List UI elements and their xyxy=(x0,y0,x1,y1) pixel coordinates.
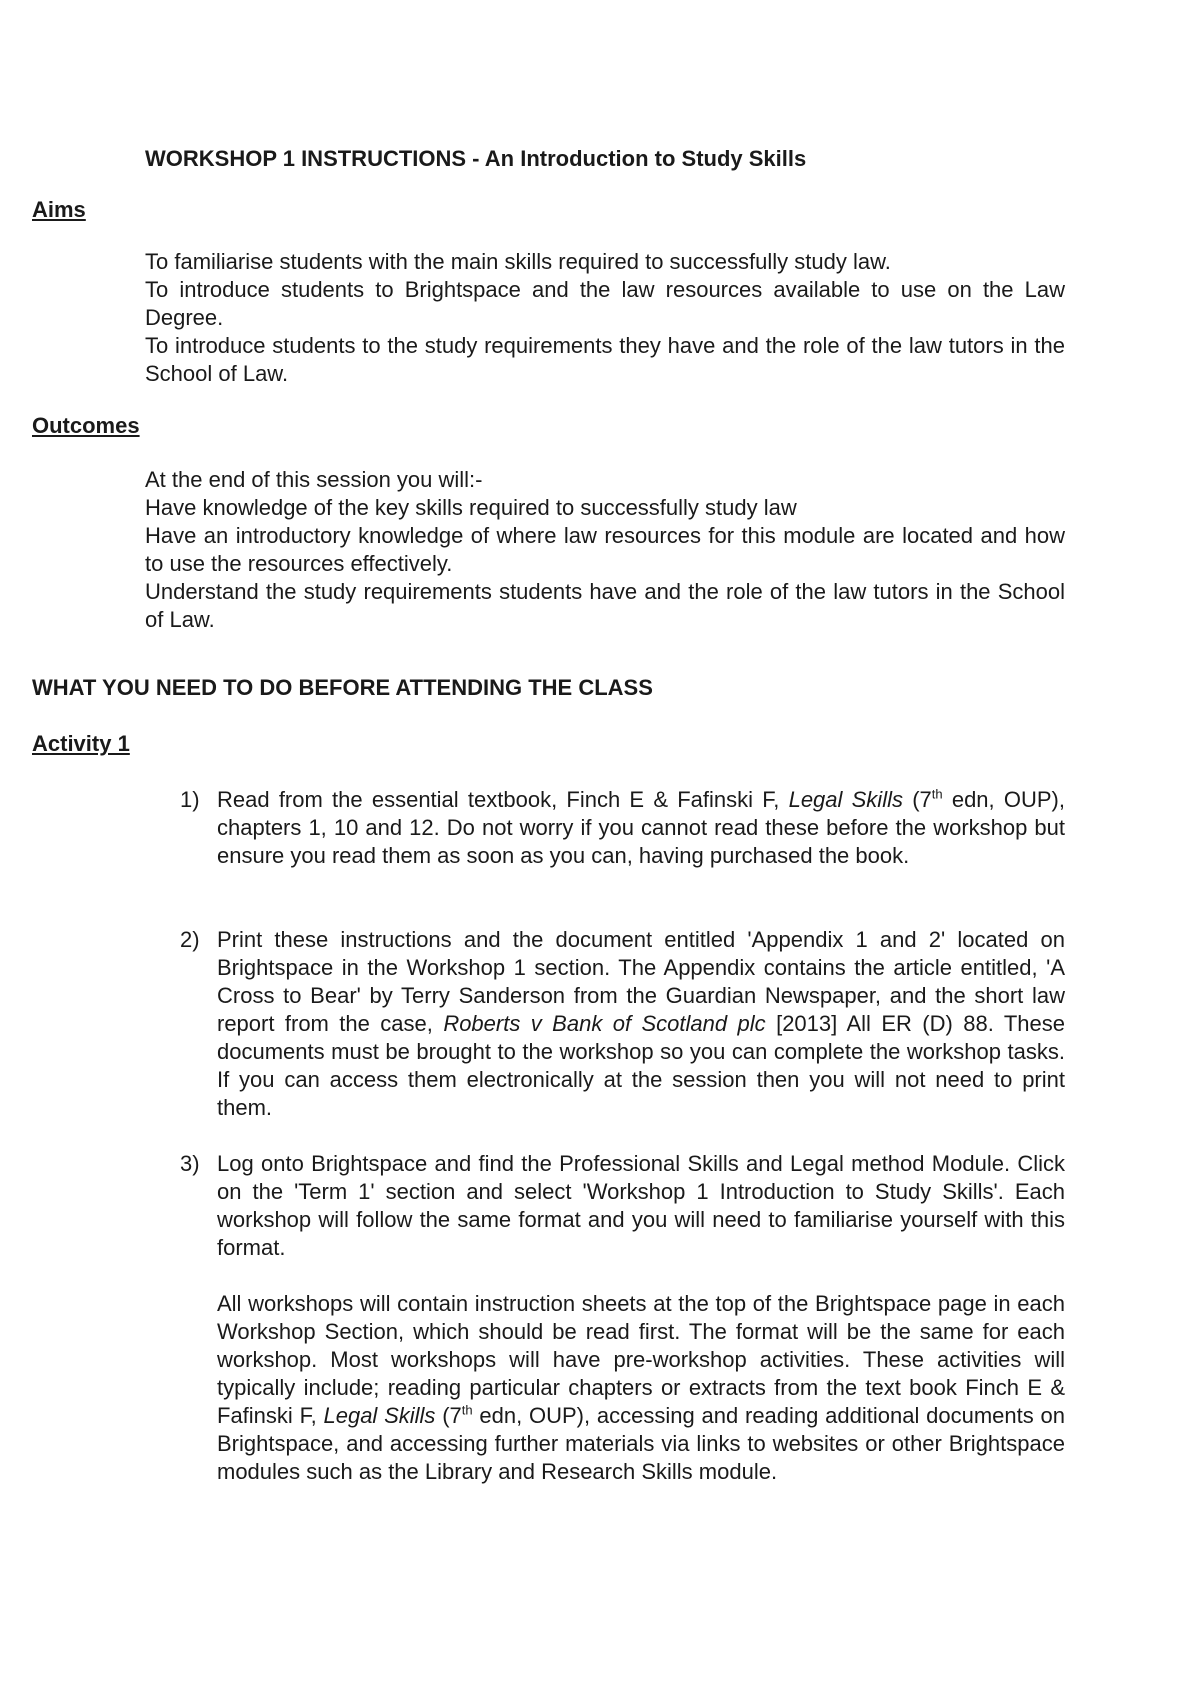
item-paragraph: Log onto Brightspace and find the Professional Skills and Legal method Module. Click on the 'Term 1' section and select 'Workshop 1 Introduction to Study Skills'. Each workshop will follow the same format and you will need to familiarise yourself with this format. xyxy=(217,1151,1065,1260)
before-class-heading: WHAT YOU NEED TO DO BEFORE ATTENDING THE CLASS xyxy=(32,675,653,700)
item-text xyxy=(217,1150,1065,1486)
superscript: th xyxy=(461,1402,473,1418)
aims-line: To introduce students to the study requirements they have and the role of the law tutors in the School of Law. xyxy=(145,333,1065,386)
outcomes-block xyxy=(145,466,1065,634)
activity-1-heading: Activity 1 xyxy=(32,731,130,756)
item-text-part: (7 xyxy=(902,787,932,812)
outcomes-line: At the end of this session you will:- xyxy=(145,467,483,492)
item-number: 1) xyxy=(180,787,200,812)
case-name: Roberts v Bank of Scotland plc xyxy=(443,1011,766,1036)
aims-block xyxy=(145,248,1065,388)
item-text-part: edn, OUP), chapters 1, 10 and 12. Do not worry if you cannot read these before the workshop but ensure you read them as soon as you can, having purchased the book. xyxy=(217,787,1065,868)
book-title: Legal Skills xyxy=(323,1403,436,1428)
book-title: Legal Skills xyxy=(788,787,903,812)
outcomes-line: Understand the study requirements students have and the role of the law tutors in the School of Law. xyxy=(145,579,1065,632)
outcomes-line: Have knowledge of the key skills required to successfully study law xyxy=(145,495,797,520)
activity-item-1 xyxy=(180,786,1065,870)
item-text-part: All workshops will contain instruction sheets at the top of the Brightspace page in each Workshop Section, which should be read first. The format will be the same for each workshop. Most workshops will have pre-workshop activities. These activities will typically include; reading particular chapters or extracts from the text book Finch E & Fafinski F, xyxy=(217,1291,1065,1428)
outcomes-heading: Outcomes xyxy=(32,413,140,438)
item-paragraph xyxy=(217,1290,1065,1486)
document-title: WORKSHOP 1 INSTRUCTIONS - An Introduction to Study Skills xyxy=(145,146,807,171)
activity-item-3 xyxy=(180,1150,1065,1486)
activity-item-2 xyxy=(180,926,1065,1122)
aims-heading: Aims xyxy=(32,197,86,222)
aims-line: To introduce students to Brightspace and the law resources available to use on the Law Degree. xyxy=(145,277,1065,330)
item-text-part: Read from the essential textbook, Finch E & Fafinski F, xyxy=(217,787,789,812)
item-text-part: (7 xyxy=(435,1403,462,1428)
item-text-part: Print these instructions and the document entitled 'Appendix 1 and 2' located on Brightspace in the Workshop 1 section. The Appendix contains the article entitled, 'A Cross to Bear' by Terry Sanderson from the Guardian Newspaper, and the short law report from the case, xyxy=(217,927,1065,1036)
item-text xyxy=(217,786,1065,870)
item-number: 2) xyxy=(180,927,200,952)
outcomes-line: Have an introductory knowledge of where law resources for this module are located and how to use the resources effectively. xyxy=(145,523,1065,576)
aims-line: To familiarise students with the main skills required to successfully study law. xyxy=(145,249,891,274)
item-text-part: edn, OUP), accessing and reading additional documents on Brightspace, and accessing further materials via links to websites or other Brightspace modules such as the Library and Research Skills module. xyxy=(217,1403,1065,1484)
item-number: 3) xyxy=(180,1151,200,1176)
item-text xyxy=(217,926,1065,1122)
item-text-part: [2013] All ER (D) 88. These documents must be brought to the workshop so you can complete the workshop tasks. If you can access them electronically at the session then you will not need to print them. xyxy=(217,1011,1066,1120)
superscript: th xyxy=(931,786,943,802)
